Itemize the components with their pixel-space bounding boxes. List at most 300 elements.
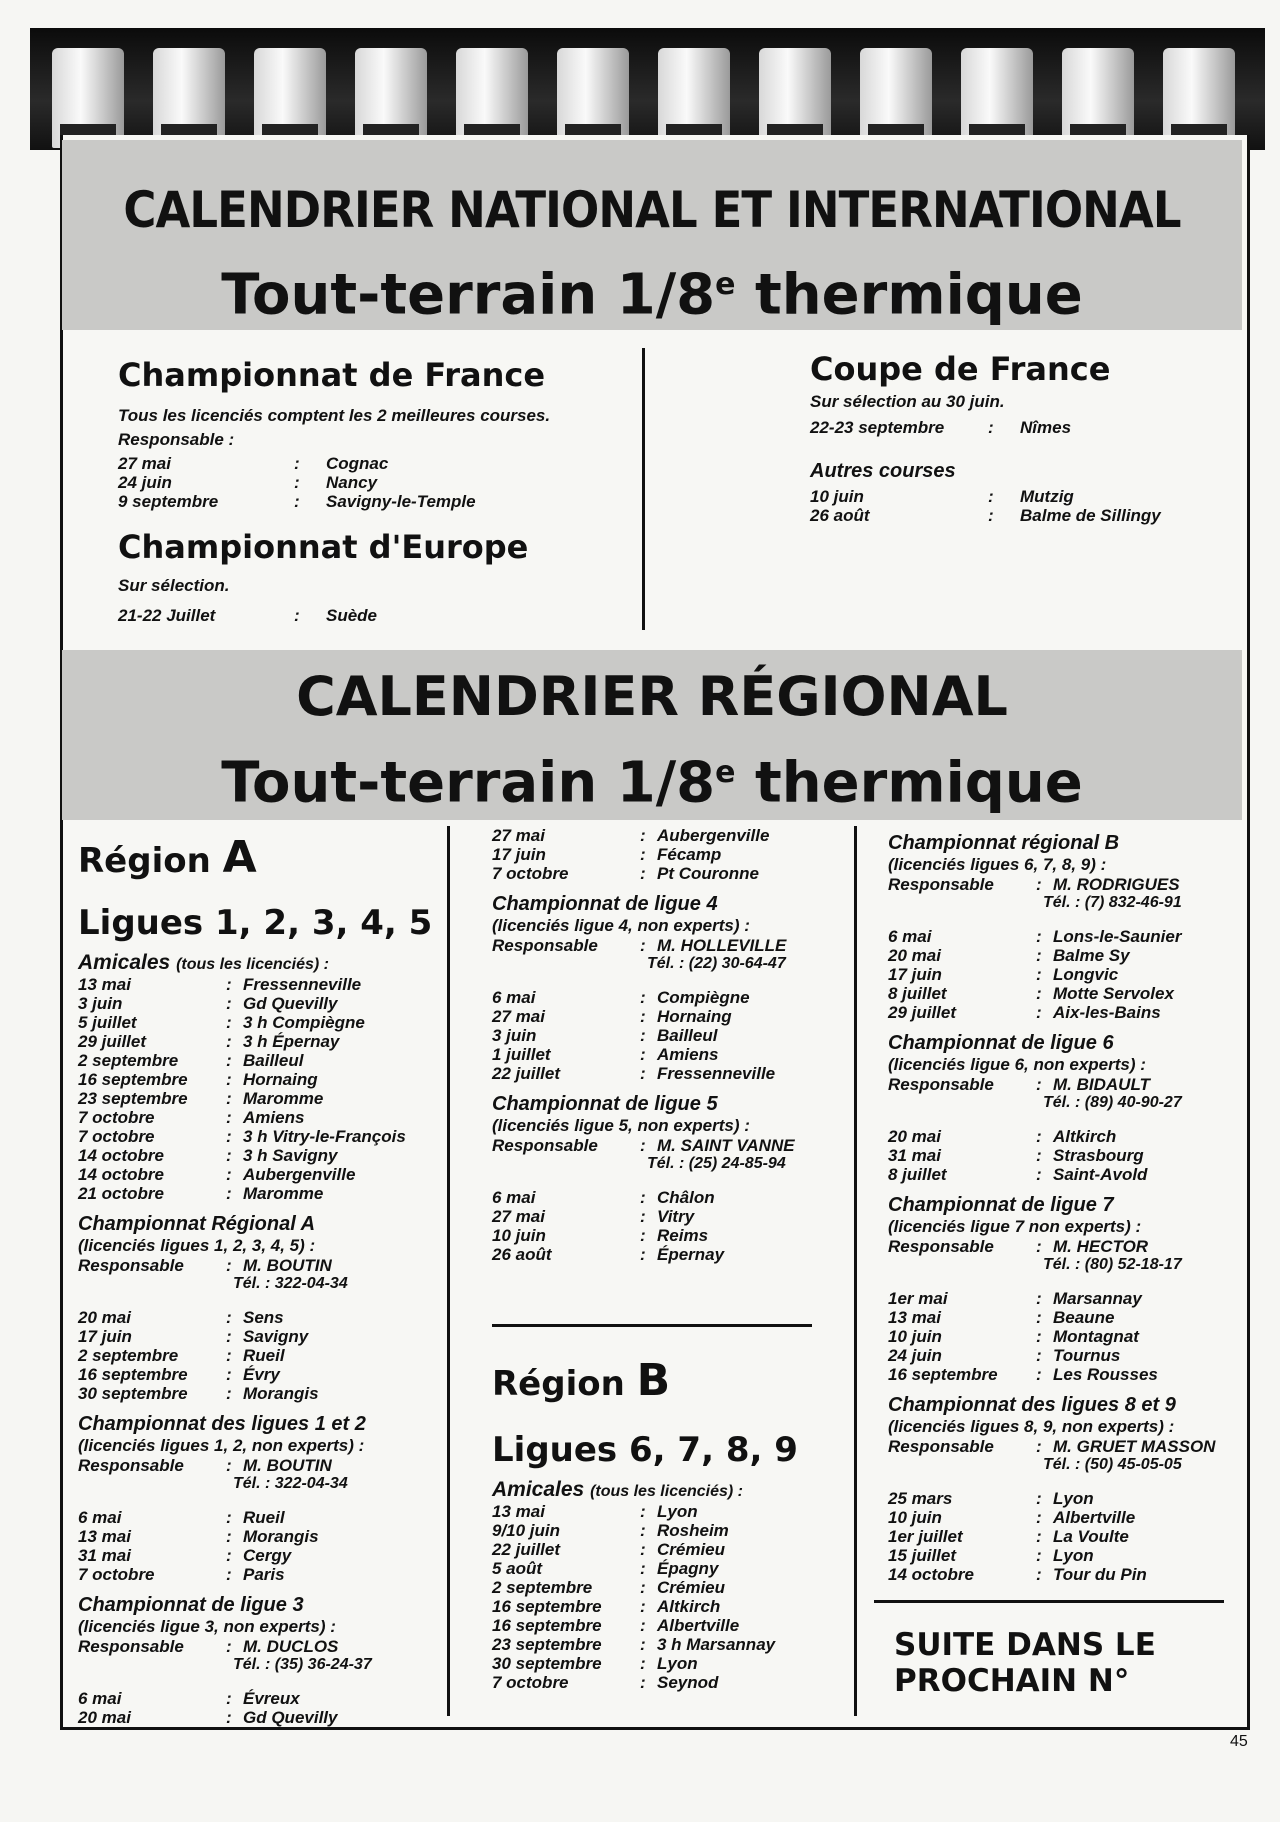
race-place: Longvic: [1053, 965, 1119, 984]
colon: :: [226, 1527, 232, 1546]
race-date: 26 août: [492, 1245, 552, 1264]
race-place: Rueil: [243, 1508, 285, 1527]
colon: :: [1036, 1527, 1042, 1546]
race-place: Beaune: [1053, 1308, 1115, 1327]
champ-note: (licenciés ligues 6, 7, 8, 9) :: [888, 855, 1107, 874]
colon: :: [226, 1508, 232, 1527]
colon: :: [226, 1256, 232, 1275]
race-row: [78, 1127, 438, 1146]
race-place: Gd Quevilly: [243, 1708, 338, 1727]
race-row: [492, 826, 852, 845]
champ-note: (licenciés ligue 7 non experts) :: [888, 1217, 1142, 1236]
race-row: [78, 1308, 438, 1327]
colon: :: [226, 975, 232, 994]
race-date: 13 mai: [492, 1502, 545, 1521]
colon: :: [226, 1070, 232, 1089]
race-row: [492, 1045, 852, 1064]
colon: :: [1036, 1546, 1042, 1565]
race-place: Gd Quevilly: [243, 994, 338, 1013]
national-title: CALENDRIER NATIONAL ET INTERNATIONAL: [123, 181, 1181, 239]
spacer: [78, 1494, 438, 1508]
colon: :: [1036, 1327, 1042, 1346]
responsable-label: Responsable: [492, 1136, 598, 1155]
colon: :: [226, 1708, 232, 1727]
race-date: 1er juillet: [888, 1527, 963, 1546]
race-date: 27 mai: [492, 1207, 545, 1226]
spiral-ring: [52, 48, 124, 148]
colon: :: [226, 994, 232, 1013]
race-date: 17 juin: [492, 845, 546, 864]
race-place: 3 h Compiègne: [243, 1013, 365, 1032]
race-place: Évry: [243, 1365, 280, 1384]
race-row: [78, 1165, 438, 1184]
race-place: Aix-les-Bains: [1053, 1003, 1161, 1022]
colon: :: [294, 492, 300, 511]
race-date: 9 septembre: [118, 492, 219, 511]
colon: :: [226, 1384, 232, 1403]
race-date: 23 septembre: [78, 1089, 188, 1108]
champ-note: (licenciés ligues 1, 2, 3, 4, 5) :: [78, 1236, 316, 1255]
race-date: 7 octobre: [78, 1127, 155, 1146]
colon: :: [226, 1565, 232, 1584]
race-place: Châlon: [657, 1188, 715, 1207]
amicales-title: Amicales: [78, 951, 177, 974]
regional-header: [62, 650, 1242, 820]
colon: :: [640, 1064, 646, 1083]
colon: :: [640, 1597, 646, 1616]
race-date: 20 mai: [78, 1308, 131, 1327]
race-date: 10 juin: [492, 1226, 546, 1245]
spacer: [78, 1294, 438, 1308]
colon: :: [1036, 1346, 1042, 1365]
spiral-ring: [759, 48, 831, 148]
page-number: 45: [1230, 1733, 1248, 1750]
race-place: Fécamp: [657, 845, 722, 864]
race-place: Savigny: [243, 1327, 309, 1346]
responsable-row: [492, 936, 852, 955]
race-place: Morangis: [243, 1527, 319, 1546]
colon: :: [640, 1502, 646, 1521]
responsable-row: [78, 1637, 438, 1656]
race-date: 22 juillet: [492, 1540, 561, 1559]
race-row: [888, 1146, 1238, 1165]
race-place: 3 h Épernay: [243, 1032, 340, 1051]
spacer: [78, 1675, 438, 1689]
race-place: Saint-Avold: [1053, 1165, 1148, 1184]
race-date: 9/10 juin: [492, 1521, 561, 1540]
race-place: Bailleul: [657, 1026, 718, 1045]
race-place: Amiens: [657, 1045, 719, 1064]
spiral-ring: [355, 48, 427, 148]
race-row: [492, 1635, 852, 1654]
colon: :: [640, 988, 646, 1007]
spacer: [888, 1475, 1238, 1489]
race-date: 31 mai: [888, 1146, 941, 1165]
race-row: [888, 984, 1238, 1003]
colon: :: [226, 1165, 232, 1184]
race-place: Mutzig: [1020, 487, 1074, 506]
race-date: 30 septembre: [492, 1654, 602, 1673]
race-date: 5 août: [492, 1559, 543, 1578]
phone-number: Tél. : 322-04-34: [233, 1275, 348, 1292]
section-title: Championnat d'Europe: [118, 528, 529, 566]
colon: :: [640, 936, 646, 955]
race-date: 10 juin: [888, 1508, 942, 1527]
responsable-label: Responsable: [78, 1637, 184, 1656]
race-place: Nîmes: [1020, 418, 1072, 437]
race-row: [78, 1365, 438, 1384]
colon: :: [640, 1578, 646, 1597]
note: Tous les licenciés comptent les 2 meilleures courses.: [118, 406, 551, 425]
colon: :: [226, 1308, 232, 1327]
race-place: Reims: [657, 1226, 709, 1245]
race-row: [78, 1070, 438, 1089]
race-row: [78, 1546, 438, 1565]
race-row: [492, 1616, 852, 1635]
colon: :: [226, 1184, 232, 1203]
race-date: 10 juin: [888, 1327, 942, 1346]
responsable-row: [888, 1075, 1238, 1094]
colon: :: [226, 1346, 232, 1365]
responsable-name: M. HECTOR: [1053, 1237, 1149, 1256]
column-right: [888, 822, 1238, 1699]
colon: :: [988, 506, 994, 525]
responsable-name: M. BIDAULT: [1053, 1075, 1150, 1094]
race-row: [888, 1003, 1238, 1022]
colon: :: [294, 606, 300, 625]
champ-title: Championnat de ligue 6: [888, 1032, 1114, 1054]
race-row: [492, 1226, 852, 1245]
race-row: [492, 1007, 852, 1026]
race-row: [78, 1184, 438, 1203]
race-row: [78, 1327, 438, 1346]
national-header: [62, 140, 1242, 330]
race-date: 16 septembre: [888, 1365, 998, 1384]
race-place: Marsannay: [1053, 1289, 1142, 1308]
race-date: 6 mai: [492, 1188, 536, 1207]
race-row: [888, 965, 1238, 984]
race-row: [492, 1597, 852, 1616]
responsable-row: [78, 1456, 438, 1475]
race-date: 13 mai: [78, 975, 131, 994]
championnat-europe: [118, 528, 638, 625]
colon: :: [640, 1673, 646, 1692]
champ-title: Championnat de ligue 3: [78, 1594, 304, 1616]
race-date: 3 juin: [492, 1026, 537, 1045]
race-row: [78, 994, 438, 1013]
race-place: La Voulte: [1053, 1527, 1129, 1546]
note: Sur sélection au 30 juin.: [810, 392, 1005, 411]
responsable-name: M. BOUTIN: [243, 1256, 332, 1275]
region-heading: [78, 832, 438, 883]
race-date: 7 octobre: [492, 1673, 569, 1692]
spiral-ring: [658, 48, 730, 148]
race-row: [78, 1089, 438, 1108]
race-date: 29 juillet: [78, 1032, 147, 1051]
race-row: [888, 1127, 1238, 1146]
responsable-name: M. GRUET MASSON: [1053, 1437, 1216, 1456]
responsable-name: M. RODRIGUES: [1053, 875, 1180, 894]
race-row: [888, 1289, 1238, 1308]
race-date: 15 juillet: [888, 1546, 957, 1565]
region-label: Région: [78, 841, 223, 881]
responsable-label: Responsable: [888, 1075, 994, 1094]
race-place: Montagnat: [1053, 1327, 1139, 1346]
phone-number: Tél. : (25) 24-85-94: [647, 1155, 786, 1172]
region-letter: B: [636, 1355, 671, 1406]
race-place: Seynod: [657, 1673, 719, 1692]
race-date: 23 septembre: [492, 1635, 602, 1654]
race-date: 1 juillet: [492, 1045, 551, 1064]
colon: :: [640, 1616, 646, 1635]
race-place: Hornaing: [243, 1070, 318, 1089]
race-row: [78, 1146, 438, 1165]
responsable-row: [888, 1437, 1238, 1456]
colon: :: [1036, 1146, 1042, 1165]
race-place: Rueil: [243, 1346, 285, 1365]
colon: :: [640, 1559, 646, 1578]
colon: :: [294, 473, 300, 492]
race-row: [810, 487, 1230, 506]
colon: :: [640, 826, 646, 845]
colon: :: [640, 1521, 646, 1540]
spacer: [888, 1275, 1238, 1289]
race-row: [492, 864, 852, 883]
race-row: [888, 1527, 1238, 1546]
colon: :: [640, 845, 646, 864]
colon: :: [1036, 1165, 1042, 1184]
responsable-label: Responsable: [78, 1456, 184, 1475]
spiral-ring: [860, 48, 932, 148]
race-row: [78, 1013, 438, 1032]
race-list: [118, 606, 638, 625]
race-place: Lyon: [1053, 1489, 1094, 1508]
champ-note: (licenciés ligues 1, 2, non experts) :: [78, 1436, 365, 1455]
responsable-name: M. HOLLEVILLE: [657, 936, 787, 955]
column-middle: [492, 826, 852, 1692]
race-date: 5 juillet: [78, 1013, 137, 1032]
champ-note: (licenciés ligue 4, non experts) :: [492, 916, 750, 935]
race-date: 13 mai: [78, 1527, 131, 1546]
autres-title: Autres courses: [810, 460, 956, 482]
race-date: 14 octobre: [78, 1146, 164, 1165]
colon: :: [640, 1635, 646, 1654]
race-place: Épernay: [657, 1245, 725, 1264]
race-row: [492, 1654, 852, 1673]
race-date: 22-23 septembre: [810, 418, 945, 437]
section-title: Championnat de France: [118, 356, 546, 394]
race-date: 8 juillet: [888, 1165, 947, 1184]
champ-note: (licenciés ligue 6, non experts) :: [888, 1055, 1146, 1074]
race-place: Lons-le-Saunier: [1053, 927, 1182, 946]
colon: :: [640, 1540, 646, 1559]
column-divider: [854, 826, 857, 1716]
spacer: [888, 1113, 1238, 1127]
champ-title: Championnat régional B: [888, 832, 1120, 854]
race-row: [118, 454, 638, 473]
race-date: 7 octobre: [78, 1108, 155, 1127]
colon: :: [640, 1245, 646, 1264]
colon: :: [226, 1127, 232, 1146]
spacer: [888, 913, 1238, 927]
race-date: 2 septembre: [78, 1051, 179, 1070]
colon: :: [1036, 1565, 1042, 1584]
race-date: 21-22 Juillet: [118, 606, 216, 625]
race-place: Maromme: [243, 1089, 324, 1108]
coupe-france: [810, 350, 1230, 525]
colon: :: [1036, 1489, 1042, 1508]
race-place: Aubergenville: [243, 1165, 356, 1184]
responsable-label: Responsable: [492, 936, 598, 955]
champ-title: Championnat de ligue 4: [492, 893, 718, 915]
race-place: Morangis: [243, 1384, 319, 1403]
colon: :: [1036, 927, 1042, 946]
amicales-heading: [78, 951, 438, 975]
national-subtitle: Tout-terrain 1/8e thermique: [221, 262, 1083, 328]
race-date: 24 juin: [118, 473, 172, 492]
race-date: 27 mai: [118, 454, 171, 473]
race-row: [78, 1527, 438, 1546]
race-place: Albertville: [657, 1616, 740, 1635]
race-place: Balme de Sillingy: [1020, 506, 1161, 525]
race-place: Lyon: [657, 1654, 698, 1673]
responsable-row: [888, 1237, 1238, 1256]
race-row: [78, 1565, 438, 1584]
region-letter: A: [222, 832, 257, 883]
race-row: [492, 1207, 852, 1226]
race-place: Amiens: [243, 1108, 305, 1127]
champ-title: Championnat des ligues 1 et 2: [78, 1413, 366, 1435]
colon: :: [640, 1654, 646, 1673]
race-place: Crémieu: [657, 1540, 726, 1559]
colon: :: [988, 487, 994, 506]
race-row: [492, 1578, 852, 1597]
race-date: 6 mai: [888, 927, 932, 946]
race-date: 31 mai: [78, 1546, 131, 1565]
race-row: [492, 845, 852, 864]
separator-rule: [492, 1324, 812, 1327]
race-place: Aubergenville: [657, 826, 770, 845]
phone-number: Tél. : (35) 36-24-37: [233, 1656, 372, 1673]
column-region-a: [78, 832, 438, 1727]
race-place: Albertville: [1053, 1508, 1136, 1527]
race-list: [118, 454, 638, 511]
spiral-ring: [254, 48, 326, 148]
race-row: [492, 1540, 852, 1559]
responsable-name: M. DUCLOS: [243, 1637, 339, 1656]
section-title: Coupe de France: [810, 350, 1111, 388]
colon: :: [226, 1637, 232, 1656]
race-place: Altkirch: [1053, 1127, 1117, 1146]
colon: :: [226, 1456, 232, 1475]
race-place: Lyon: [1053, 1546, 1094, 1565]
responsable-row: [888, 875, 1238, 894]
colon: :: [1036, 1289, 1042, 1308]
race-date: 20 mai: [78, 1708, 131, 1727]
race-row: [78, 1032, 438, 1051]
spiral-ring: [153, 48, 225, 148]
race-place: Hornaing: [657, 1007, 732, 1026]
race-place: Lyon: [657, 1502, 698, 1521]
race-date: 30 septembre: [78, 1384, 188, 1403]
responsable-label: Responsable: [888, 875, 994, 894]
race-place: Cognac: [326, 454, 389, 473]
champ-title: Championnat de ligue 5: [492, 1093, 718, 1115]
race-row: [78, 1384, 438, 1403]
phone-number: Tél. : (80) 52-18-17: [1043, 1256, 1182, 1273]
spiral-binding: [30, 28, 1265, 150]
responsable-label: Responsable: [888, 1437, 994, 1456]
race-place: Maromme: [243, 1184, 324, 1203]
race-row: [118, 606, 638, 625]
colon: :: [1036, 1127, 1042, 1146]
championnat-france: [118, 356, 638, 511]
responsable-name: M. BOUTIN: [243, 1456, 332, 1475]
race-place: Épagny: [657, 1559, 719, 1578]
race-place: Tour du Pin: [1053, 1565, 1147, 1584]
race-row: [492, 1245, 852, 1264]
race-row: [888, 1489, 1238, 1508]
race-place: 3 h Vitry-le-François: [243, 1127, 406, 1146]
colon: :: [226, 1108, 232, 1127]
colon: :: [226, 1146, 232, 1165]
race-place: Les Rousses: [1053, 1365, 1158, 1384]
race-date: 6 mai: [492, 988, 536, 1007]
race-date: 14 octobre: [78, 1165, 164, 1184]
phone-number: Tél. : (50) 45-05-05: [1043, 1456, 1182, 1473]
race-place: Fressenneville: [243, 975, 362, 994]
spiral-ring: [961, 48, 1033, 148]
colon: :: [226, 1365, 232, 1384]
race-place: Motte Servolex: [1053, 984, 1174, 1003]
race-row: [78, 1708, 438, 1727]
responsable-name: M. SAINT VANNE: [657, 1136, 795, 1155]
race-place: Cergy: [243, 1546, 292, 1565]
race-date: 29 juillet: [888, 1003, 957, 1022]
separator-rule: [874, 1600, 1224, 1603]
race-date: 27 mai: [492, 826, 545, 845]
amicales-note: (tous les licenciés) :: [176, 956, 329, 973]
suite-line-2: PROCHAIN N°: [894, 1663, 1130, 1699]
colon: :: [1036, 1075, 1042, 1094]
champ-title: Championnat de ligue 7: [888, 1194, 1114, 1216]
colon: :: [640, 1188, 646, 1207]
race-date: 17 juin: [888, 965, 942, 984]
race-date: 27 mai: [492, 1007, 545, 1026]
colon: :: [1036, 965, 1042, 984]
race-place: Crémieu: [657, 1578, 726, 1597]
responsable-label: Responsable: [888, 1237, 994, 1256]
race-place: 3 h Marsannay: [657, 1635, 776, 1654]
race-date: 1er mai: [888, 1289, 948, 1308]
race-list: [810, 487, 1230, 525]
race-row: [118, 492, 638, 511]
race-row: [78, 975, 438, 994]
race-date: 3 juin: [78, 994, 123, 1013]
race-row: [888, 1327, 1238, 1346]
race-date: 16 septembre: [78, 1365, 188, 1384]
race-place: Bailleul: [243, 1051, 304, 1070]
region-label: Région: [492, 1364, 637, 1404]
colon: :: [640, 1026, 646, 1045]
race-row: [888, 1308, 1238, 1327]
race-row: [888, 1565, 1238, 1584]
region-heading: [492, 1355, 852, 1406]
spacer: [492, 1174, 852, 1188]
responsable-row: [78, 1256, 438, 1275]
phone-number: Tél. : (22) 30-64-47: [647, 955, 786, 972]
amicales-note: (tous les licenciés) :: [590, 1483, 743, 1500]
